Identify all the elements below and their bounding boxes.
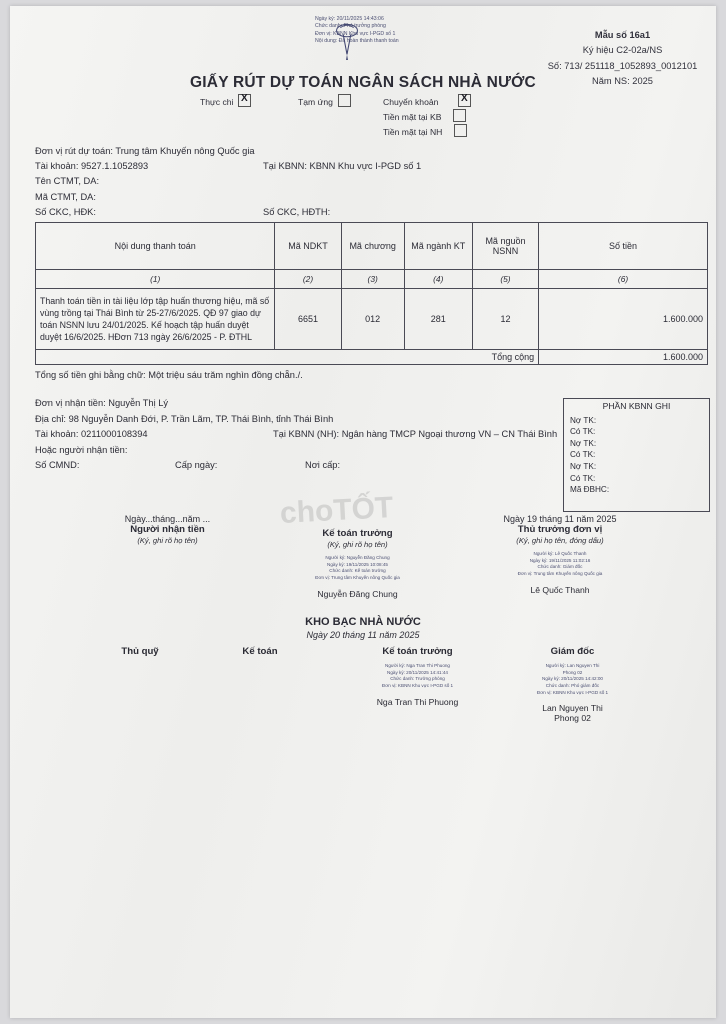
form-number: Số: 713/ 251118_1052893_0012101: [547, 60, 698, 71]
head-unit-name: Lê Quốc Thanh: [530, 584, 590, 595]
total-amount: 1.600.000: [539, 350, 708, 365]
recv-issue-date-label: Cấp ngày:: [175, 460, 218, 471]
checkbox-thucchi[interactable]: [238, 94, 251, 107]
account-value: 9527.1.1052893: [81, 161, 149, 172]
cell-nganh-kt: 281: [404, 289, 472, 350]
type-thucchi-label: Thực chi: [200, 97, 234, 107]
dir-stamp-3: Chức danh: Phó giám đốc: [545, 682, 600, 688]
kbnn-item-1: Có TK:: [570, 427, 596, 437]
ctmt-code-label: Mã CTMT, DA:: [35, 191, 96, 202]
info-row-ckc: [35, 205, 695, 220]
kbnn-panel: [563, 398, 710, 512]
treasury-heading-block: [10, 616, 716, 640]
type-chuyenkhoan-label: Chuyển khoản: [383, 97, 439, 107]
checkbox-tienmat-kb[interactable]: [453, 109, 466, 122]
hu-stamp-0: Người ký: Lê Quốc Thanh: [533, 551, 587, 556]
cell-nguon: 12: [472, 289, 538, 350]
stamp-line-3: Đơn vị: KBNN Khu vực I-PGD số 1: [315, 30, 396, 37]
th-nganh-kt: Mã ngành KT: [404, 223, 472, 270]
type-tienmat-nh-label: Tiền mặt tại NH: [383, 127, 443, 137]
accountant-title: Kế toán: [242, 646, 278, 657]
document-sheet: [10, 6, 716, 1018]
kbnn-group: [263, 159, 421, 174]
cashier-title: Thủ quỹ: [121, 646, 159, 657]
recv-address-label: Địa chỉ:: [35, 413, 67, 424]
dir-stamp-2: Ngày ký: 20/11/2025 14:42:00: [542, 676, 603, 682]
head-unit-date: Ngày 19 tháng 11 năm 2025: [503, 514, 617, 524]
dir-stamp-1: Phong 02: [562, 669, 583, 675]
hu-stamp-3: Đơn vị: Trung tâm Khuyến nông Quốc gia: [517, 570, 603, 576]
kbnn-label: Tại KBNN:: [263, 161, 307, 172]
ckc-label: Số CKC, HĐK:: [35, 206, 96, 217]
kbnn-item-3: Có TK:: [570, 450, 596, 460]
recv-unit-value: Nguyễn Thị Lý: [108, 398, 169, 408]
type-tienmat-kb-label: Tiền mặt tại KB: [383, 112, 442, 122]
cell-desc: Thanh toán tiền in tài liệu lớp tập huấn thương hiệu, mã số vùng trồng tại Thái Bình từ 25-27/6/2025. QĐ 97 giao dự toán NSNN lưu 24/01/2025. Kế hoạch tập huấn duyệt duyệt 16/6/2025. HĐơn 713 ngày 26/6/2025 - P. ĐTHL: [36, 289, 275, 350]
treasury-date: Ngày 20 tháng 11 năm 2025: [306, 630, 420, 640]
colnum-1: (1): [36, 270, 275, 289]
head-unit-stamp: [460, 551, 660, 578]
th-ndkt: Mã NDKT: [275, 223, 341, 270]
kbnn-item-6: Mã ĐBHC:: [570, 485, 610, 495]
table-header-row: [36, 223, 708, 270]
sig-col-chief-accountant: [270, 528, 445, 599]
sig-col-head-unit: [460, 514, 660, 595]
table-row: [36, 289, 708, 350]
chief-accountant2-name: Nga Tran Thi Phuong: [376, 696, 459, 707]
type-chuyenkhoan[interactable]: [383, 94, 471, 107]
sig-col-accountant: [200, 646, 320, 657]
receiver-sign-date: Ngày...tháng...năm ...: [124, 514, 211, 524]
ca2-stamp-1: Ngày ký: 20/11/2025 14:41:44: [387, 669, 448, 675]
stamp-line-4: Nội dung: Đã hoàn thành thanh toán: [315, 38, 399, 45]
recv-or-person-label: Hoặc người nhận tiền:: [35, 444, 128, 455]
ca-stamp-0: Người ký: Nguyễn Đăng Chung: [325, 555, 390, 560]
receiver-sign-title: Người nhận tiền: [130, 524, 205, 535]
unit-value: Trung tâm Khuyến nông Quốc gia: [115, 146, 255, 156]
sig-col-director: [480, 646, 665, 723]
form-year: Năm NS: 2025: [592, 75, 653, 86]
recv-account-value: 0211000108394: [81, 429, 148, 440]
recv-row-or-person: [35, 443, 555, 459]
table-colnum-row: [36, 270, 708, 289]
receiver-block: [35, 396, 558, 474]
info-row-unit: [35, 144, 695, 159]
director-name: Lan Nguyen Thi: [542, 703, 603, 714]
chief-accountant2-title: Kế toán trưởng: [382, 646, 453, 657]
checkbox-tienmat-nh[interactable]: [454, 124, 467, 137]
th-chuong: Mã chương: [341, 223, 404, 270]
total-label: Tổng cộng: [36, 350, 539, 365]
document-paper: [10, 6, 716, 1018]
ca2-stamp-0: Người ký: Nga Tran Thi Phuong: [385, 663, 450, 668]
ckc-right-label: Số CKC, HĐTH:: [263, 206, 331, 217]
type-tamung-label: Tạm ứng: [298, 97, 333, 107]
recv-bank-group: [273, 427, 557, 443]
colnum-6: (6): [539, 270, 708, 289]
form-symbol: Ký hiệu C2-02a/NS: [582, 45, 663, 56]
stamp-line-2: Chức danh: Phó trưởng phòng: [315, 23, 386, 30]
receiver-sign-sub: (Ký, ghi rõ họ tên): [137, 536, 198, 545]
th-amount: Số tiền: [539, 223, 708, 270]
recv-row-address: [35, 412, 555, 428]
table-total-row: [36, 350, 708, 365]
signature-stamp-text: [315, 16, 420, 46]
kbnn-item-4: Nợ TK:: [570, 461, 597, 471]
recv-issue-place-label: Nơi cấp:: [305, 460, 341, 471]
ca2-stamp-2: Chức danh: Trưởng phòng: [390, 676, 445, 682]
ca-stamp-2: Chức danh: Kế toán trưởng: [329, 568, 386, 574]
stamp-line-1: Ngày ký: 20/11/2025 14:43:06: [315, 16, 384, 22]
type-tienmat-nh[interactable]: [383, 124, 467, 137]
recv-row-unit: [35, 396, 555, 412]
director-stamp: [480, 663, 665, 696]
colnum-4: (4): [404, 270, 472, 289]
sig-col-chief-accountant-2: [330, 646, 505, 707]
kbnn-item-2: Nợ TK:: [570, 438, 597, 448]
type-thucchi[interactable]: [200, 94, 251, 107]
sig-col-cashier: [80, 646, 200, 657]
kbnn-panel-title: PHẦN KBNN GHI: [602, 401, 671, 411]
kbnn-item-0: Nợ TK:: [570, 415, 597, 425]
head-unit-title: Thủ trưởng đơn vị: [517, 524, 603, 535]
recv-address-value: 98 Nguyễn Danh Đới, P. Trần Lãm, TP. Thái Bình, tỉnh Thái Bình: [68, 413, 334, 424]
colnum-5: (5): [472, 270, 538, 289]
director-title: Giám đốc: [550, 646, 595, 657]
cell-chuong: 012: [341, 289, 404, 350]
chief-accountant2-stamp: [330, 663, 505, 690]
chief-accountant-stamp: [270, 555, 445, 582]
recv-cmnd-label: Số CMND:: [35, 460, 80, 471]
ctmt-name-label: Tên CTMT, DA:: [35, 176, 100, 187]
chief-accountant-title: Kế toán trưởng: [322, 528, 393, 539]
colnum-3: (3): [341, 270, 404, 289]
hu-stamp-1: Ngày ký: 19/11/2025 11:02:16: [529, 557, 591, 563]
treasury-heading: KHO BẠC NHÀ NƯỚC: [305, 616, 421, 628]
recv-bank-label: Tại KBNN (NH):: [273, 429, 340, 440]
th-desc: Nội dung thanh toán: [36, 223, 275, 270]
chief-accountant-name: Nguyễn Đăng Chung: [317, 588, 398, 599]
director-name-2: Phong 02: [554, 713, 591, 724]
ca2-stamp-3: Đơn vị: KBNN Khu vực I-PGD số 1: [381, 682, 454, 688]
sig-col-receiver: [80, 514, 255, 545]
unit-info-block: [35, 144, 695, 220]
watermark: [279, 491, 394, 531]
recv-account-label: Tài khoản:: [35, 429, 79, 440]
form-code: Mẫu số 16a1: [594, 30, 651, 40]
page-title: GIẤY RÚT DỰ TOÁN NGÂN SÁCH NHÀ NƯỚC: [190, 74, 536, 91]
type-tamung[interactable]: [298, 94, 351, 107]
amount-in-words: Tổng số tiền ghi bằng chữ: Một triệu sáu trăm nghìn đồng chẵn./.: [35, 370, 303, 380]
type-tienmat-kb[interactable]: [383, 109, 466, 122]
watermark-part2: TỐT: [332, 491, 395, 528]
ca-stamp-1: Ngày ký: 19/11/2025 10:08:45: [327, 561, 388, 567]
recv-bank-value: Ngân hàng TMCP Ngoại thương VN – CN Thái Bình: [341, 429, 558, 440]
hu-stamp-2: Chức danh: Giám đốc: [537, 564, 583, 570]
info-row-account: [35, 159, 695, 174]
ca-stamp-3: Đơn vị: Trung tâm Khuyến nông Quốc gia: [315, 574, 400, 580]
info-row-ctmt-name: [35, 174, 695, 189]
unit-label: Đơn vị rút dự toán:: [35, 146, 113, 156]
info-row-ctmt-code: [35, 190, 695, 205]
account-label: Tài khoản:: [35, 161, 79, 172]
th-nguon: Mã nguồn NSNN: [472, 223, 538, 270]
cell-ndkt: 6651: [275, 289, 341, 350]
dir-stamp-4: Đơn vị: KBNN Khu vực I-PGD số 1: [536, 689, 609, 695]
recv-row-account: [35, 427, 558, 443]
checkbox-tamung[interactable]: [338, 94, 351, 107]
chief-accountant-sub: (Ký, ghi rõ họ tên): [327, 540, 388, 549]
recv-unit-label: Đơn vị nhận tiền:: [35, 398, 106, 408]
kbnn-item-5: Có TK:: [570, 473, 596, 483]
watermark-part1: cho: [279, 494, 335, 530]
dir-stamp-0: Người ký: Lan Nguyen Thi: [545, 663, 600, 668]
head-unit-sub: (Ký, ghi họ tên, đóng dấu): [516, 536, 604, 545]
recv-row-cmnd: [35, 458, 555, 474]
checkbox-chuyenkhoan[interactable]: [458, 94, 471, 107]
cell-amount: 1.600.000: [539, 289, 708, 350]
kbnn-value: KBNN Khu vực I-PGD số 1: [309, 161, 422, 172]
payment-table: [35, 222, 708, 365]
colnum-2: (2): [275, 270, 341, 289]
